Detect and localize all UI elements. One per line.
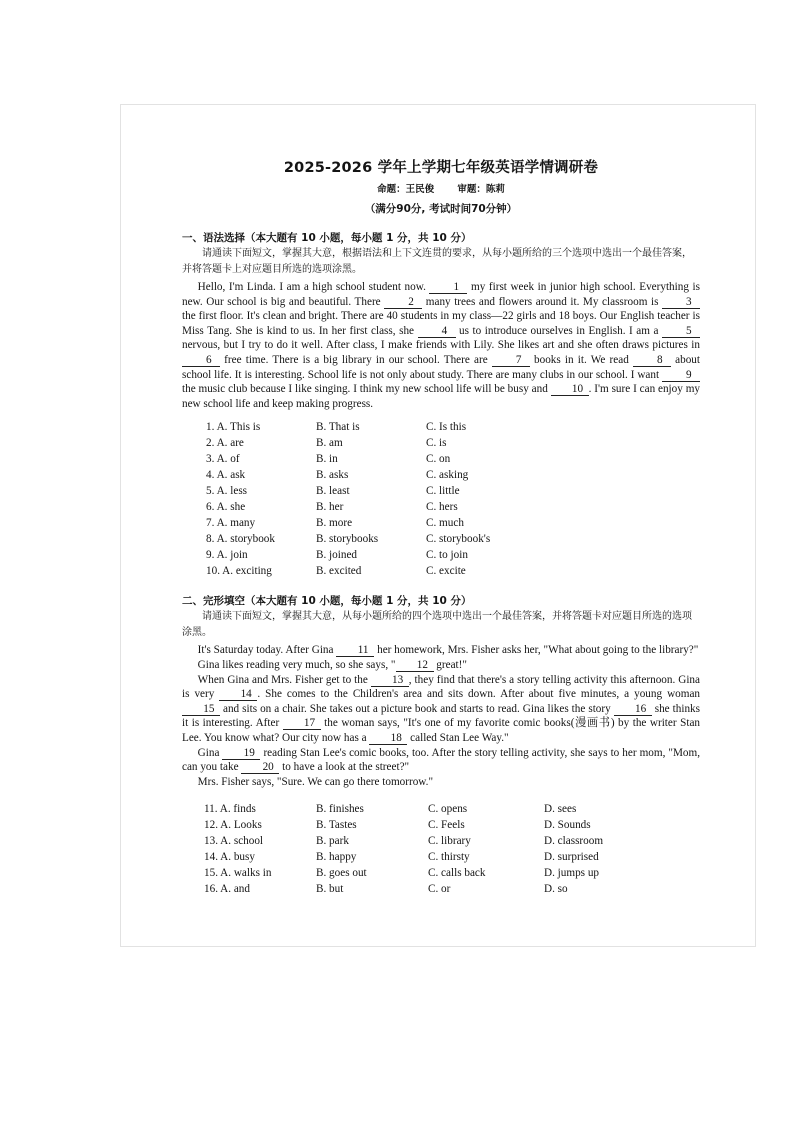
- answer-blank: 20: [241, 761, 279, 774]
- option-choice: C. library: [428, 835, 471, 848]
- option-choice: 7. A. many: [206, 517, 256, 530]
- option-choice: C. on: [426, 453, 451, 466]
- section2-paragraph: [182, 658, 700, 673]
- answer-blank: 19: [222, 747, 260, 760]
- passage-text: books in it. We read: [529, 353, 633, 366]
- option-choice: B. asks: [316, 469, 349, 482]
- option-choice: 4. A. ask: [206, 469, 246, 482]
- option-row: [204, 867, 603, 883]
- exam-title: 2025-2026 学年上学期七年级英语学情调研卷: [283, 160, 599, 176]
- section2-paragraph: [182, 673, 700, 746]
- answer-blank: 5: [662, 325, 700, 338]
- option-choice: 3. A. of: [206, 453, 240, 466]
- passage-text: Gina: [197, 746, 223, 759]
- option-choice: 16. A. and: [204, 883, 250, 896]
- answer-blank: 7: [492, 354, 530, 367]
- option-choice: C. is: [426, 437, 447, 450]
- answer-blank: 17: [283, 717, 321, 730]
- option-choice: 11. A. finds: [204, 803, 256, 816]
- setter-name: 命题：王民俊: [377, 184, 435, 195]
- option-row: [206, 453, 546, 469]
- passage-text: many trees and flowers around it. My classroom is: [422, 295, 662, 308]
- option-row: [204, 819, 603, 835]
- passage-text: the music club because I like singing. I think my new school life will be busy and: [182, 383, 551, 396]
- passage-text: When Gina and Mrs. Fisher get to the: [197, 673, 371, 686]
- answer-blank: 6: [182, 354, 220, 367]
- option-choice: 9. A. join: [206, 549, 248, 562]
- option-choice: 13. A. school: [204, 835, 264, 848]
- answer-blank: 12: [396, 659, 434, 672]
- option-choice: C. Feels: [428, 819, 465, 832]
- option-choice: B. excited: [316, 565, 362, 578]
- option-choice: 1. A. This is: [206, 421, 261, 434]
- option-choice: C. excite: [426, 565, 466, 578]
- option-choice: C. or: [428, 883, 451, 896]
- option-row: [206, 549, 546, 565]
- passage-text: her homework, Mrs. Fisher asks her, "What about going to the library?": [374, 644, 699, 657]
- passage-text: the woman says, "It's one of my favorite comic books(漫画书) by the writer Stan Lee. You know what? Our city now has a: [182, 717, 700, 744]
- score-note: （满分90分, 考试时间70分钟）: [364, 203, 518, 215]
- section1-heading: 一、语法选择（本大题有 10 小题，每小题 1 分，共 10 分）: [182, 232, 472, 244]
- passage-text: free time. There is a big library in our school. There are: [220, 353, 492, 366]
- answer-blank: 13: [371, 674, 409, 687]
- reviewer-name: 审题：陈莉: [457, 184, 505, 195]
- section2-heading: 二、完形填空（本大题有 10 小题，每小题 1 分，共 10 分）: [182, 595, 472, 608]
- passage-text: the first floor. It's clean and bright. There are 40 students in my class—22 girls and 18 boys. Our English teacher is Miss Tang. She is kind to us. In her first class, she: [182, 310, 700, 337]
- answer-blank: 16: [614, 703, 652, 716]
- passage-text: and sits on a chair. She takes out a picture book and starts to read. Gina likes the story: [220, 702, 614, 715]
- exam-setters: [182, 181, 700, 195]
- option-choice: C. much: [426, 517, 464, 530]
- answer-blank: 11: [336, 644, 374, 657]
- passage-text: nervous, but I try to do it well. After class, I make friends with Lily. She likes art and she often draws pictures in: [182, 339, 700, 352]
- answer-blank: 1: [429, 281, 467, 294]
- option-choice: C. thirsty: [428, 851, 470, 864]
- option-choice: D. surprised: [544, 851, 599, 864]
- option-choice: B. happy: [316, 851, 357, 864]
- option-row: [206, 437, 546, 453]
- answer-blank: 3: [662, 296, 700, 309]
- exam-content: [182, 150, 700, 899]
- answer-blank: 18: [369, 732, 407, 745]
- option-choice: 12. A. Looks: [204, 819, 262, 832]
- passage-text: Gina likes reading very much, so she says, ": [197, 658, 396, 671]
- option-row: [204, 835, 603, 851]
- passage-text: my first week in junior high school. Everything is new. Our school is big and beautiful. There: [182, 281, 700, 308]
- passage-text: It's Saturday today. After Gina: [197, 644, 337, 657]
- passage-text: reading Stan Lee's comic books, too. After the story telling activity, she says to her mom, "Mom, can you take: [182, 746, 701, 774]
- section1-passage: [182, 280, 700, 411]
- passage-text: she thinks it is interesting. After: [182, 702, 701, 730]
- option-choice: B. but: [316, 883, 344, 896]
- option-choice: C. little: [426, 485, 460, 498]
- passage-text: Hello, I'm Linda. I am a high school student now.: [197, 281, 430, 293]
- option-choice: C. hers: [426, 501, 458, 514]
- option-choice: B. more: [316, 517, 353, 530]
- option-choice: 2. A. are: [206, 437, 244, 450]
- option-choice: B. finishes: [316, 803, 364, 816]
- option-row: [206, 485, 546, 501]
- option-choice: B. least: [316, 485, 350, 498]
- passage-text: . She comes to the Children's area and sits down. After about five minutes, a young woman: [257, 688, 701, 701]
- passage-text: about school life. It is interesting. School life is not only about study. There are many clubs in our school. I want: [182, 353, 701, 381]
- option-choice: D. classroom: [544, 835, 604, 848]
- section1-options: [206, 421, 546, 581]
- passage-text: called Stan Lee Way.": [407, 731, 509, 744]
- section2-paragraph: [182, 643, 700, 658]
- option-choice: D. jumps up: [544, 867, 600, 880]
- option-choice: C. asking: [426, 469, 469, 482]
- passage-text: . I'm sure I can enjoy my new school life and keep making progress.: [182, 383, 700, 410]
- answer-blank: 8: [633, 354, 671, 367]
- option-choice: C. calls back: [428, 867, 486, 880]
- option-row: [206, 421, 546, 437]
- option-row: [206, 517, 546, 533]
- option-choice: C. Is this: [426, 421, 467, 434]
- option-row: [204, 803, 603, 819]
- section2-paragraph: [182, 775, 700, 790]
- option-choice: B. in: [316, 453, 338, 466]
- option-row: [206, 565, 546, 581]
- section1-paragraph: [182, 280, 700, 411]
- option-choice: D. sees: [544, 803, 577, 816]
- passage-text: to have a look at the street?": [279, 761, 410, 774]
- passage-text: Mrs. Fisher says, "Sure. We can go there tomorrow.": [197, 775, 434, 788]
- passage-text: us to introduce ourselves in English. I am a: [455, 324, 662, 337]
- section2-options: [204, 803, 603, 899]
- option-row: [206, 469, 546, 485]
- option-choice: B. storybooks: [316, 533, 379, 546]
- section2-passage: [182, 643, 700, 789]
- section2-instruction: 请通读下面短文，掌握其大意，从每小题所给的四个选项中选出一个最佳答案，并将答题卡对应题目所选的选项涂黑。: [182, 611, 692, 639]
- option-choice: C. storybook's: [426, 533, 491, 546]
- option-choice: B. park: [316, 835, 349, 848]
- option-row: [206, 501, 546, 517]
- answer-blank: 14: [219, 688, 257, 701]
- option-choice: 8. A. storybook: [206, 533, 275, 546]
- answer-blank: 4: [418, 325, 456, 338]
- section1-instruction: 请通读下面短文，掌握其大意，根据语法和上下文连贯的要求，从每小题所给的三个选项中选出一个最佳答案，并将答题卡上对应题目所选的选项涂黑。: [182, 248, 692, 275]
- answer-blank: 10: [551, 383, 589, 396]
- option-choice: B. Tastes: [316, 819, 357, 832]
- option-row: [204, 883, 603, 899]
- answer-blank: 9: [662, 369, 700, 382]
- option-choice: B. joined: [316, 549, 358, 562]
- answer-blank: 2: [384, 296, 422, 309]
- option-choice: D. so: [544, 883, 568, 896]
- option-choice: B. That is: [316, 421, 360, 434]
- option-row: [206, 533, 546, 549]
- option-choice: D. Sounds: [544, 819, 591, 832]
- option-choice: B. goes out: [316, 867, 367, 880]
- option-choice: B. am: [316, 437, 343, 450]
- option-choice: C. to join: [426, 549, 468, 562]
- option-choice: 6. A. she: [206, 501, 246, 514]
- answer-blank: 15: [182, 703, 220, 716]
- option-choice: C. opens: [428, 803, 468, 816]
- option-choice: 10. A. exciting: [206, 565, 272, 578]
- option-choice: 5. A. less: [206, 485, 248, 498]
- option-choice: B. her: [316, 501, 344, 514]
- section2-paragraph: [182, 746, 700, 775]
- passage-text: , they find that there's a story telling activity this afternoon. Gina is very: [182, 673, 700, 701]
- passage-text: great!": [433, 658, 467, 671]
- option-choice: 14. A. busy: [204, 851, 255, 864]
- option-row: [204, 851, 603, 867]
- option-choice: 15. A. walks in: [204, 867, 272, 880]
